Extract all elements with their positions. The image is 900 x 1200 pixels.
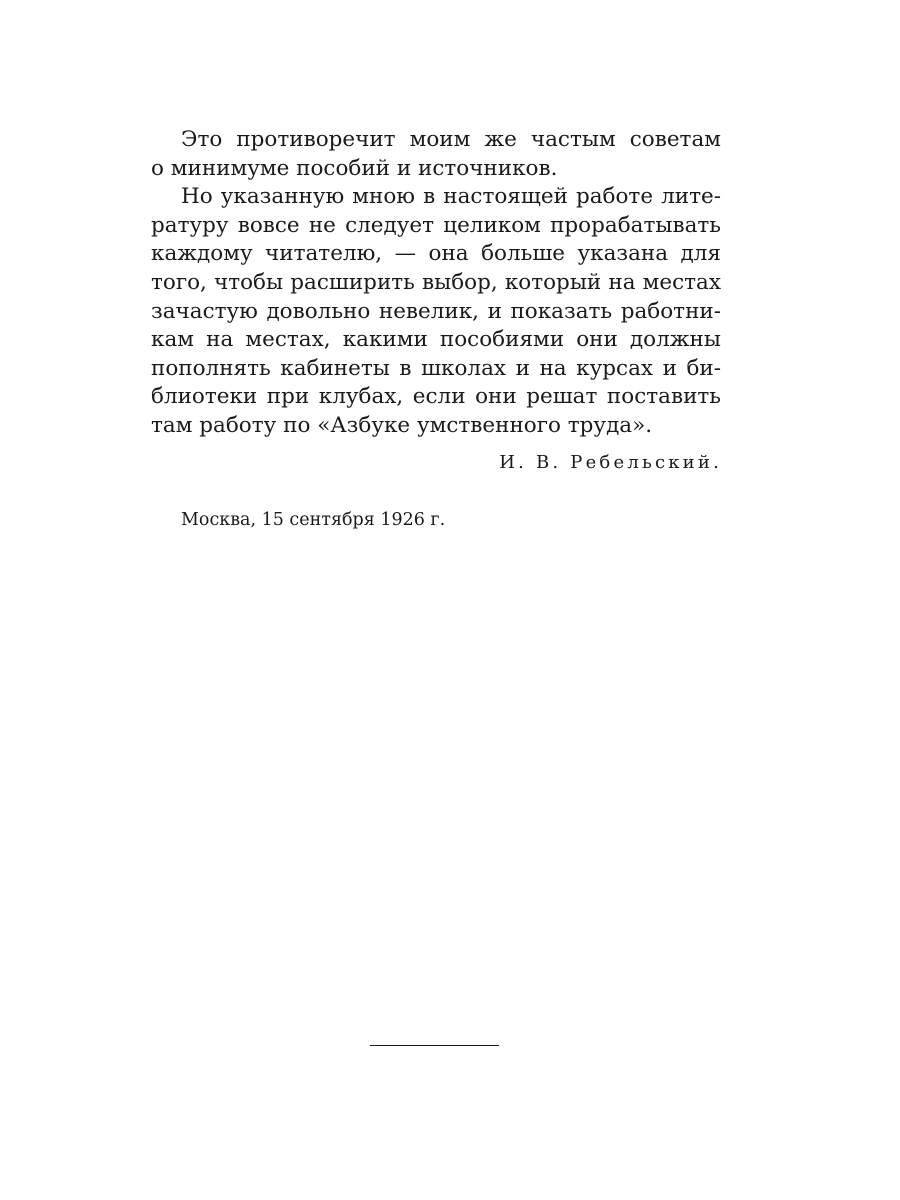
text-line: там работу по «Азбуке умственного труда». <box>151 412 653 438</box>
paragraph-2 <box>151 183 721 440</box>
text-line: зачастую довольно невелик, и показать работни- <box>151 298 721 324</box>
text-line: каждому читателю, — она больше указана для <box>151 241 721 267</box>
text-line: Но указанную мною в настоящей работе лите- <box>181 184 721 210</box>
text-line: Это противоречит моим же частым советам <box>181 127 721 152</box>
paragraph-1 <box>151 126 721 183</box>
text-line: пополнять кабинеты в школах и на курсах и би- <box>151 355 721 381</box>
text-line: ратуру вовсе не следует целиком прорабатывать <box>151 212 721 238</box>
place-and-date: Москва, 15 сентября 1926 г. <box>181 510 446 530</box>
text-line: блиотеки при клубах, если они решат поставить <box>151 384 721 410</box>
body-text <box>151 126 721 441</box>
footer-rule <box>370 1045 499 1046</box>
author-signature: И. В. Ребельский. <box>499 452 722 473</box>
text-line: того, чтобы расширить выбор, который на местах <box>151 269 721 295</box>
text-line: кам на местах, какими пособиями они должны <box>151 327 721 353</box>
text-line: о минимуме пособий и источников. <box>151 155 558 181</box>
